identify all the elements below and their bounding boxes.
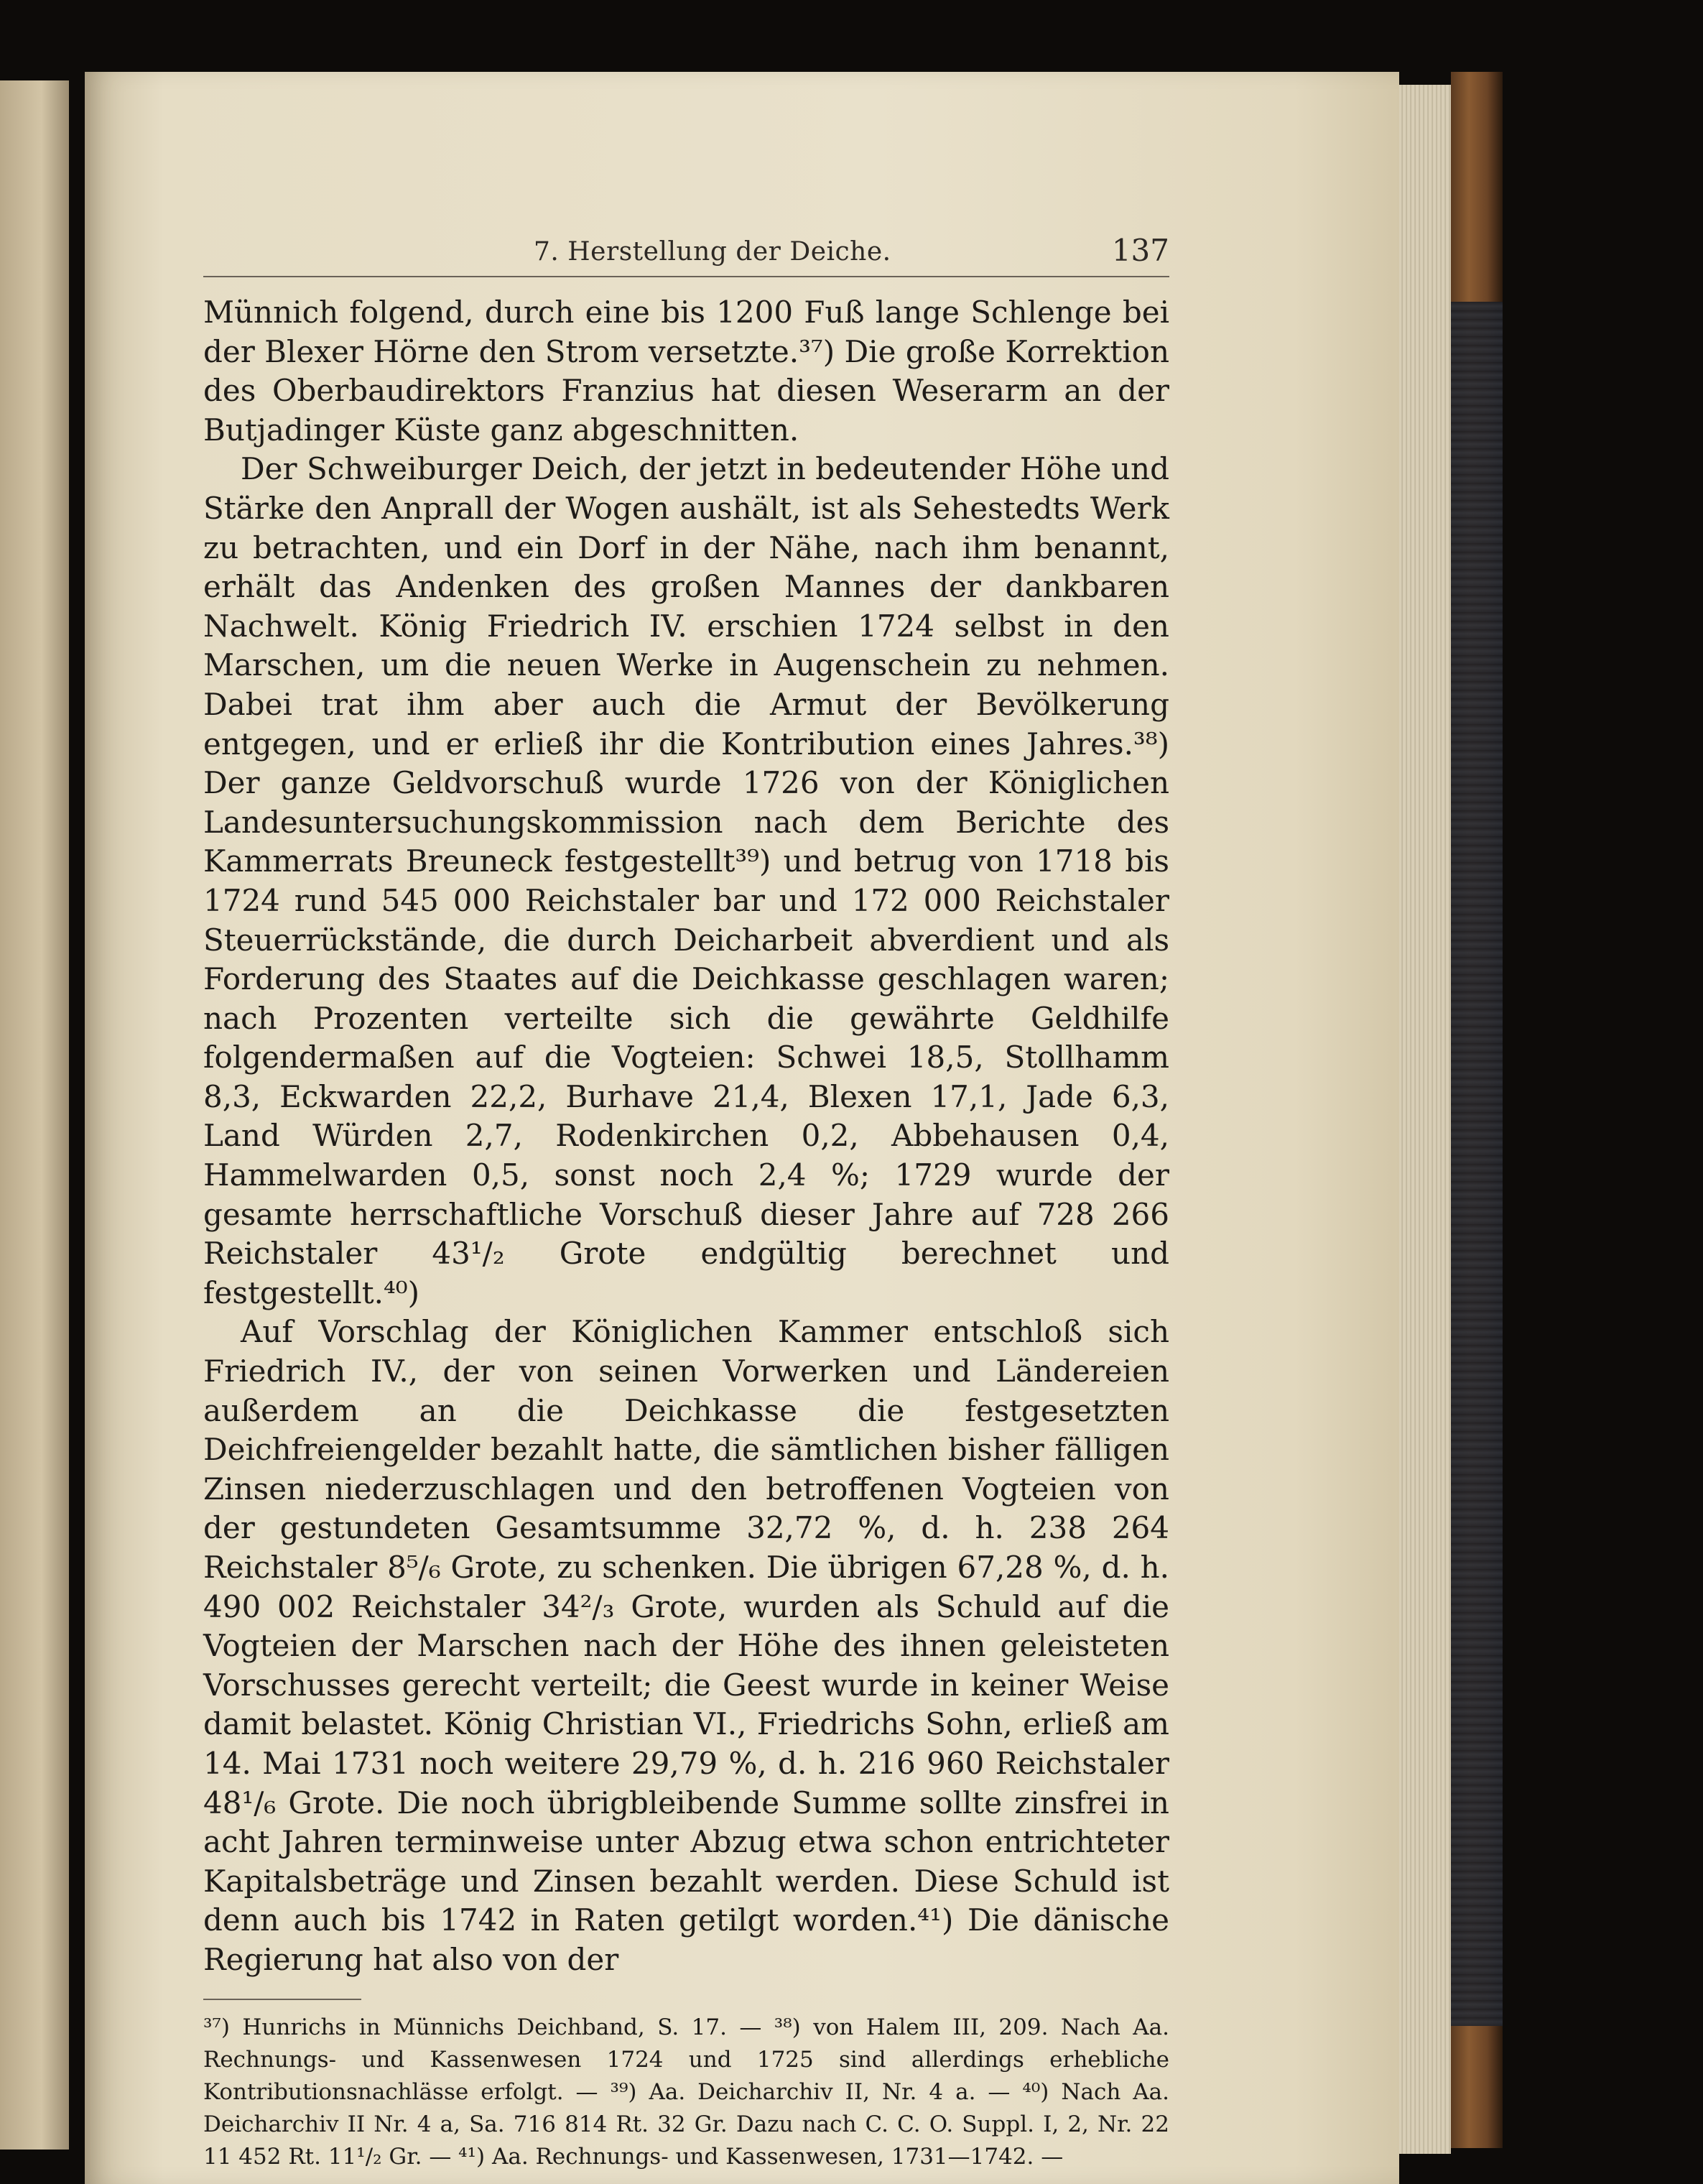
- cover-cloth-band: [1451, 302, 1503, 2026]
- footnotes: ³⁷) Hunrichs in Münnichs Deichband, S. 17. — ³⁸) von Halem III, 209. Nach Aa. Rechnungs- und Kassenwesen 1724 und 1725 sind allerdings erhebliche Kontributionsnachlässe erfolgt. — ³⁹) Aa. Deicharchiv II, Nr. 4 a. — ⁴⁰) Nach Aa. Deicharchiv II Nr. 4 a, Sa. 716 814 Rt. 32 Gr. Dazu nach C. C. O. Suppl. I, 2, Nr. 22 11 452 Rt. 11¹/₂ Gr. — ⁴¹) Aa. Rechnungs- und Kassenwesen, 1731—1742. —: [203, 2014, 1169, 2170]
- chapter-title: 7. Herstellung der Deiche.: [534, 237, 891, 267]
- page-content: [203, 228, 1169, 2173]
- body-text: [203, 293, 1169, 1980]
- left-page-edge: [0, 80, 69, 2150]
- running-header: [203, 228, 1169, 277]
- paragraph: Auf Vorschlag der Königlichen Kammer entschloß sich Friedrich IV., der von seinen Vorwerken und Ländereien außerdem an die Deichkasse die festgesetzten Deichfreiengelder bezahlt hatte, die sämtlichen bisher fälligen Zinsen niederzuschlagen und den betroffenen Vogteien von der gestundeten Gesamtsumme 32,72 %, d. h. 238 264 Reichstaler 8⁵/₆ Grote, zu schenken. Die übrigen 67,28 %, d. h. 490 002 Reichstaler 34²/₃ Grote, wurden als Schuld auf die Vogteien der Marschen nach der Höhe des ihnen geleisteten Vorschusses gerecht verteilt; die Geest wurde in keiner Weise damit belastet. König Christian VI., Friedrichs Sohn, erließ am 14. Mai 1731 noch weitere 29,79 %, d. h. 216 960 Reichstaler 48¹/₆ Grote. Die noch übrigbleibende Summe sollte zinsfrei in acht Jahren terminweise unter Abzug etwa schon entrichteter Kapitalsbeträge und Zinsen bezahlt werden. Diese Schuld ist denn auch bis 1742 in Raten getilgt worden.⁴¹) Die dänische Regierung hat also von der: [203, 1314, 1169, 1977]
- paragraph: Der Schweiburger Deich, der jetzt in bedeutender Höhe und Stärke den Anprall der Wogen aushält, ist als Sehestedts Werk zu betrachten, und ein Dorf in der Nähe, nach ihm benannt, erhält das Andenken des großen Mannes der dankbaren Nachwelt. König Friedrich IV. erschien 1724 selbst in den Marschen, um die neuen Werke in Augenschein zu nehmen. Dabei trat ihm aber auch die Armut der Bevölkerung entgegen, und er erließ ihr die Kontribution eines Jahres.³⁸) Der ganze Geldvorschuß wurde 1726 von der Königlichen Landesuntersuchungskommission nach dem Berichte des Kammerrats Breuneck festgestellt³⁹) und betrug von 1718 bis 1724 rund 545 000 Reichstaler bar und 172 000 Reichstaler Steuerrückstände, die durch Deicharbeit abverdient und als Forderung des Staates auf die Deichkasse geschlagen waren; nach Prozenten verteilte sich die gewährte Geldhilfe folgendermaßen auf die Vogteien: Schwei 18,5, Stollhamm 8,3, Eckwarden 22,2, Burhave 21,4, Blexen 17,1, Jade 6,3, Land Würden 2,7, Rodenkirchen 0,2, Abbehausen 0,4, Hammelwarden 0,5, sonst noch 2,4 %; 1729 wurde der gesamte herrschaftliche Vorschuß dieser Jahre auf 728 266 Reichstaler 43¹/₂ Grote endgültig berechnet und festgestellt.⁴⁰): [203, 451, 1169, 1310]
- paragraph: Münnich folgend, durch eine bis 1200 Fuß lange Schlenge bei der Blexer Hörne den Strom versetzte.³⁷) Die große Korrektion des Oberbaudirektors Franzius hat diesen Weserarm an der Butjadinger Küste ganz abgeschnitten.: [203, 295, 1169, 448]
- page-stack-edges: [1399, 85, 1451, 2154]
- page-number: 137: [1111, 233, 1169, 268]
- footnote-rule: [203, 1999, 361, 2000]
